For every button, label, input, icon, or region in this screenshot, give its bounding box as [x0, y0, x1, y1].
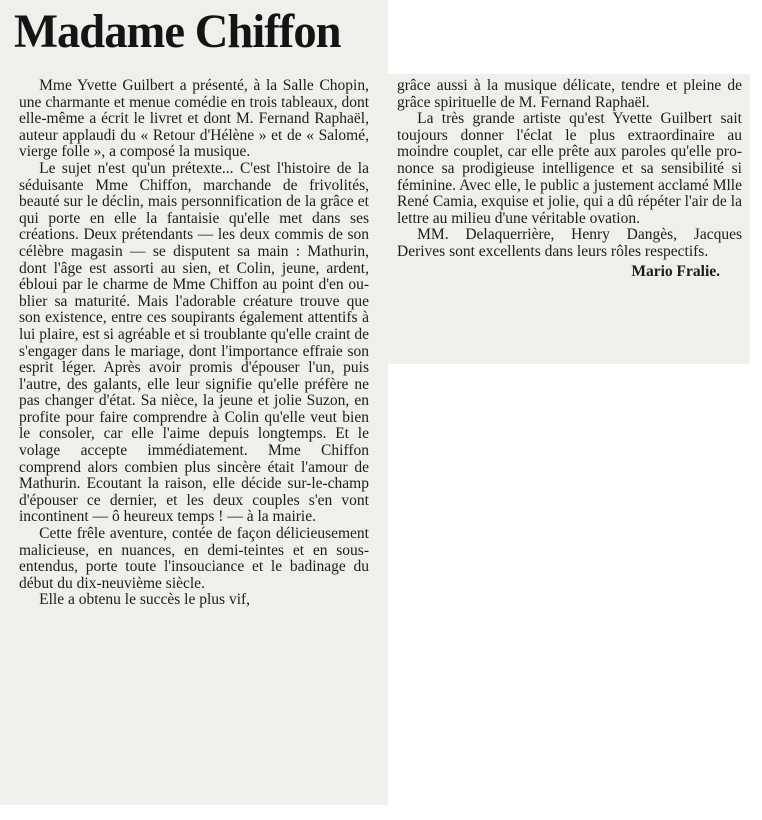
article-column-right	[397, 78, 742, 280]
article-paragraph-5: La très grande artiste qu'est Yvette Guilbert sait toujours donner l'éclat le plus extraordinaire au moindre couplet, car elle prête aux paroles qu'elle prononce sa prodigieuse intelligence et sa sensibilité si féminine. Avec elle, le public a justement acclamé Mlle René Camia, exquise et jolie, qui a dû répéter l'air de la lettre au milieu d'une véritable ovation.	[397, 110, 742, 227]
article-paragraph-1: Mme Yvette Guilbert a présenté, à la Salle Chopin, une charmante et menue comédie en trois tableaux, dont elle-même a écrit le livret et dont M. Fernand Raphaël, auteur applaudi du « Retour d'Hélène » et de « Salomé, vierge folle », a composé la musique.	[19, 77, 369, 161]
article-paragraph-4-start	[19, 592, 369, 609]
article-paragraph-6: MM. Delaquerrière, Henry Dangès, Jacques Derives sont excellents dans leurs rôles respectifs.	[397, 226, 742, 260]
paragraph-4-opening: Elle a obtenu le succès le plus vif,	[39, 591, 251, 609]
article-paragraph-4-continued	[397, 78, 742, 111]
article-paragraph-2: Le sujet n'est qu'un prétexte... C'est l'histoire de la séduisante Mme Chiffon, marchande de frivolités, beauté sur le déclin, mais personnification de la grâce et qui porte en elle la fantaisie qu'elle met dans ses créations. Deux prétendants — les deux commis de son célèbre magasin — se disputent sa main : Mathurin, dont l'âge est assorti au sien, et Colin, jeune, ardent, ébloui par le charme de Mme Chiffon au point d'en oublier sa maturité. Mais l'adorable créature trouve que son existence, entre ces soupirants également attentifs à lui plaire, est si agréable et si troublante qu'elle craint de s'engager dans le mariage, dont l'importance effraie son esprit léger. Après avoir promis d'épouser l'un, puis l'autre, des galants, elle leur signifie qu'elle préfère ne pas changer d'état. Sa nièce, la jeune et jolie Suzon, en profite pour faire comprendre à Colin qu'elle veut bien le consoler, car elle l'aime depuis longtemps. Et le volage accepte immédiatement. Mme Chiffon comprend alors combien plus sincère était l'amour de Mathurin. Ecoutant la raison, elle décide sur-le-champ d'épouser ce dernier, et les deux couples s'en vont incontinent — ô heureux temps ! — à la mairie.	[19, 159, 369, 526]
article-title: Madame Chiffon	[14, 5, 341, 58]
article-column-left	[19, 78, 369, 609]
paragraph-4-continuation: grâce aussi à la musique délicate, tendre et pleine de grâce spirituelle de M. Fernand Raphaël.	[397, 77, 742, 111]
article-paragraph-3: Cette frêle aventure, contée de façon délicieusement malicieuse, en nuances, en demi-teintes et en sous-entendus, porte toute l'insouciance et le badinage du début du dix-neuvième siècle.	[19, 525, 369, 592]
author-signature: Mario Fralie.	[631, 262, 720, 280]
